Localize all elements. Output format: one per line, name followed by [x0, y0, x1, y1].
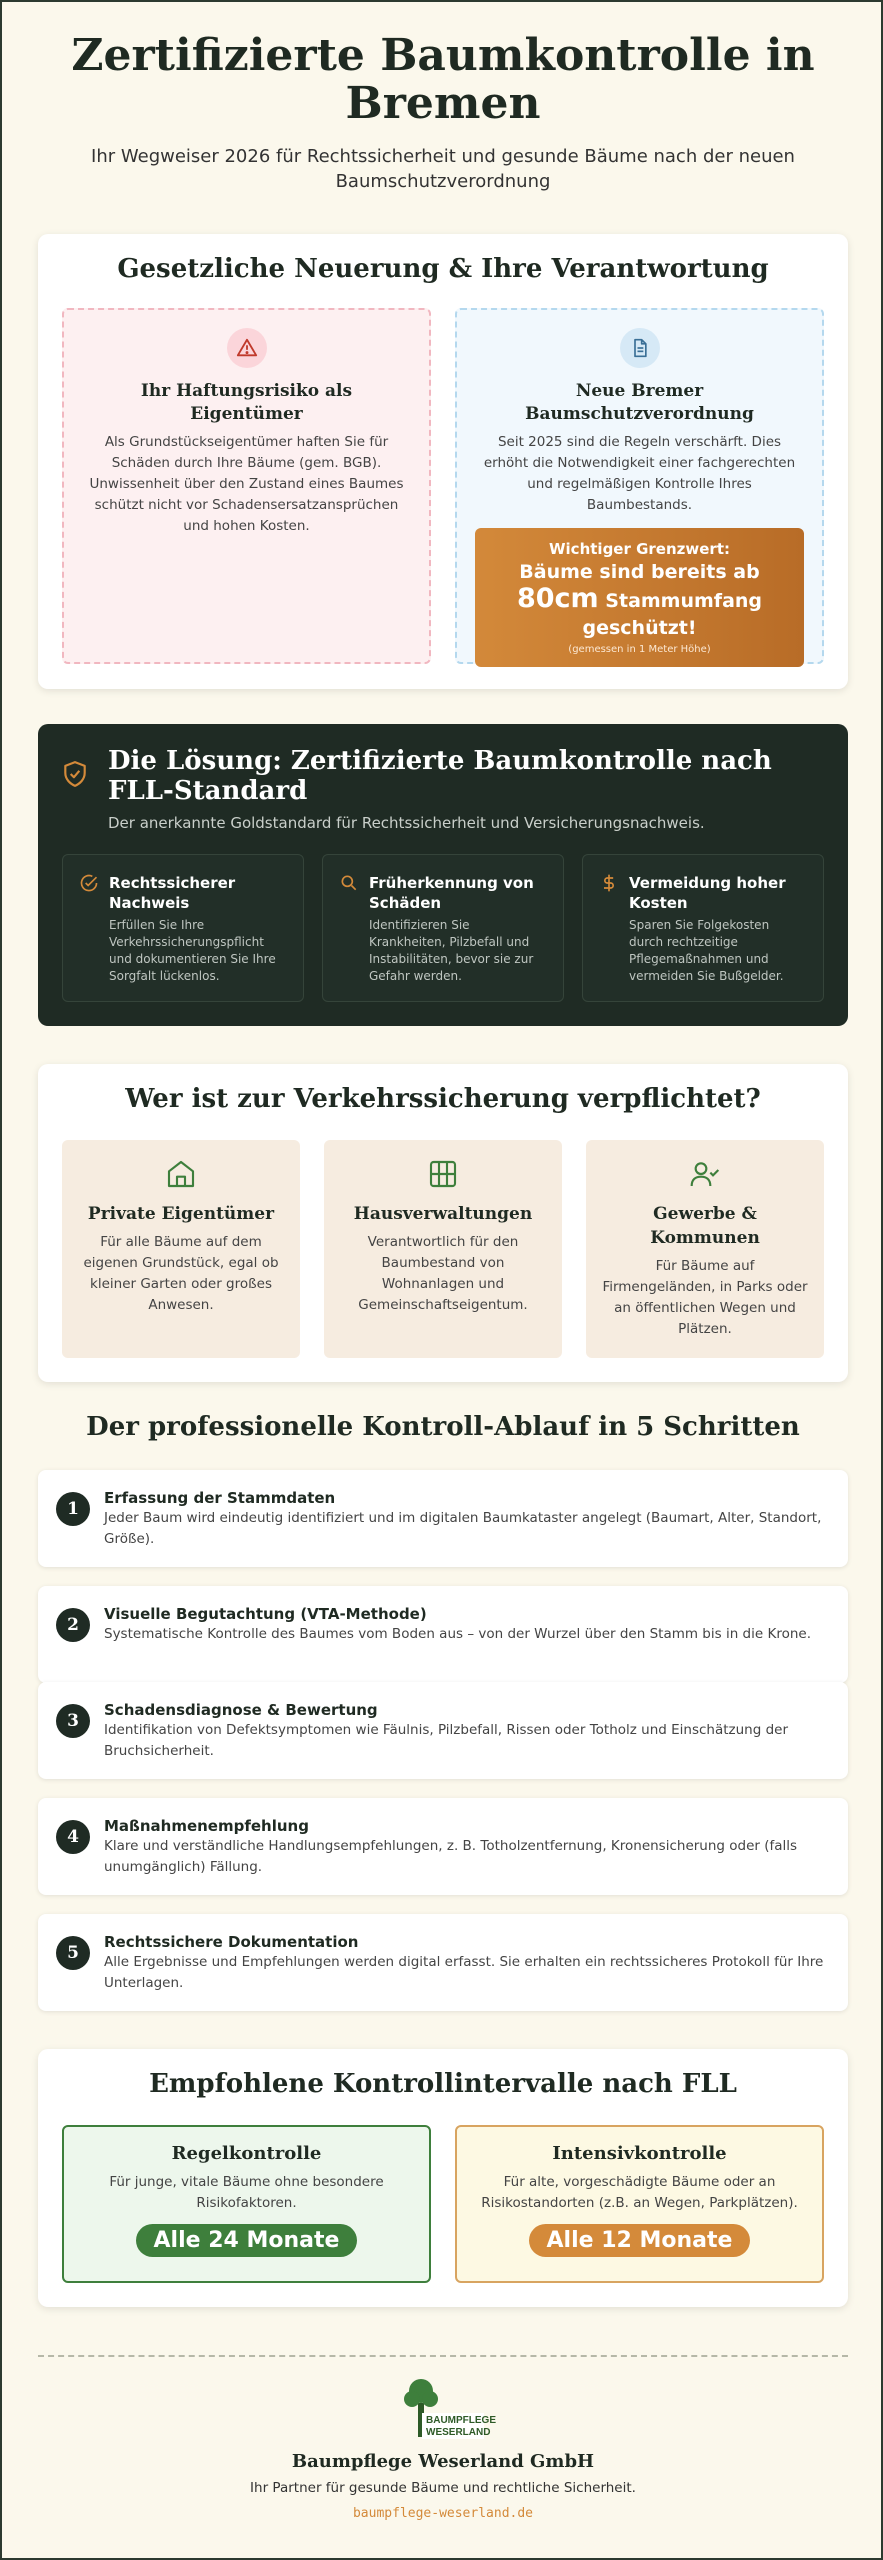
page-title: Zertifizierte Baumkontrolle in Bremen	[71, 30, 815, 129]
loesung-title: Die Lösung: Zertifizierte Baumkontrolle nach FLL-Standard	[108, 746, 772, 806]
dollar-icon	[599, 873, 619, 983]
step-title: Visuelle Begutachtung (VTA-Methode)	[104, 1605, 427, 1623]
step-card	[38, 1682, 848, 1779]
pflicht-title: Wer ist zur Verkehrssicherung verpflichtet?	[125, 1084, 761, 1114]
step-card	[38, 1586, 848, 1683]
step-text: Klare und verständliche Handlungsempfehlungen, z. B. Totholzentfernung, Kronensicherung oder (falls unumgänglich) Fällung.	[104, 1838, 798, 1875]
limit-label: Wichtiger Grenzwert:	[549, 540, 730, 558]
who-card	[586, 1140, 824, 1358]
neuerung-title: Gesetzliche Neuerung & Ihre Verantwortung	[117, 254, 769, 284]
regular-badge: Alle 24 Monate	[136, 2224, 358, 2257]
feature-card	[322, 854, 564, 1002]
limit-line1: Bäume sind bereits ab	[519, 561, 760, 583]
step-card	[38, 1914, 848, 2011]
pflicht-section	[38, 1064, 848, 1382]
step-title: Rechtssichere Dokumentation	[104, 1933, 359, 1951]
house-icon	[165, 1175, 197, 1194]
building-grid-icon	[427, 1175, 459, 1194]
regular-text: Für junge, vitale Bäume ohne besondere Risikofaktoren.	[109, 2174, 384, 2211]
neuerung-section	[38, 234, 848, 689]
law-title: Neue Bremer Baumschutzverordnung	[525, 381, 754, 424]
hero	[38, 32, 848, 194]
who-title: Gewerbe & Kommunen	[650, 1204, 760, 1248]
website-link[interactable]: baumpflege-weserland.de	[352, 2506, 533, 2521]
loesung-section	[38, 724, 848, 1026]
step-number: 1	[56, 1492, 90, 1526]
company-logo[interactable]	[400, 2377, 496, 2443]
step-text: Alle Ergebnisse und Empfehlungen werden digital erfasst. Sie erhalten ein rechtssicheres Protokoll für Ihre Unterlagen.	[104, 1954, 824, 1991]
step-number: 2	[56, 1608, 90, 1642]
risk-box	[62, 308, 431, 664]
regular-title: Regelkontrolle	[171, 2143, 322, 2164]
intensive-text: Für alte, vorgeschädigte Bäume oder an Risikostandorten (z.B. an Wegen, Parkplätzen).	[481, 2174, 798, 2211]
risk-title: Ihr Haftungsrisiko als Eigentümer	[140, 381, 353, 424]
check-circle-icon	[79, 873, 99, 983]
who-card	[62, 1140, 300, 1358]
step-text: Systematische Kontrolle des Baumes vom Boden aus – von der Wurzel über den Stamm bis in die Krone.	[104, 1626, 811, 1642]
limit-line2: Stammumfang	[605, 590, 763, 612]
feature-card	[582, 854, 824, 1002]
limit-note: (gemessen in 1 Meter Höhe)	[568, 644, 711, 655]
who-title: Hausverwaltungen	[353, 1204, 533, 1224]
step-card	[38, 1798, 848, 1895]
step-title: Maßnahmenempfehlung	[104, 1817, 309, 1835]
limit-line3: geschützt!	[582, 617, 697, 639]
feature-text: Sparen Sie Folgekosten durch rechtzeitige Pflegemaßnahmen und vermeiden Sie Bußgelder.	[629, 918, 784, 983]
loesung-subtitle: Der anerkannte Goldstandard für Rechtssicherheit und Versicherungsnachweis.	[108, 814, 705, 832]
step-number: 4	[56, 1820, 90, 1854]
feature-title: Vermeidung hoher Kosten	[629, 874, 786, 912]
user-check-icon	[689, 1175, 721, 1194]
document-icon	[620, 328, 660, 368]
shield-check-icon	[62, 760, 88, 792]
search-icon	[339, 873, 359, 983]
logo-text-1: BAUMPFLEGE	[426, 2415, 496, 2426]
who-text: Für Bäume auf Firmengeländen, in Parks oder an öffentlichen Wegen und Plätzen.	[602, 1258, 808, 1337]
intervalle-title: Empfohlene Kontrollintervalle nach FLL	[149, 2069, 737, 2099]
warning-icon	[227, 328, 267, 368]
intensive-title: Intensivkontrolle	[552, 2143, 727, 2164]
intervalle-section	[38, 2049, 848, 2307]
footer-divider	[38, 2355, 848, 2357]
law-text: Seit 2025 sind die Regeln verschärft. Dies erhöht die Notwendigkeit einer fachgerechten und regelmäßigen Kontrolle Ihres Baumbestands.	[483, 434, 796, 513]
who-card	[324, 1140, 562, 1358]
company-name: Baumpflege Weserland GmbH	[291, 2451, 595, 2472]
feature-title: Rechtssicherer Nachweis	[109, 874, 236, 912]
intensive-interval-card	[455, 2125, 824, 2283]
step-text: Identifikation von Defektsymptomen wie Fäulnis, Pilzbefall, Rissen oder Totholz und Einschätzung der Bruchsicherheit.	[104, 1722, 789, 1759]
step-number: 5	[56, 1936, 90, 1970]
limit-value: 80cm	[516, 583, 599, 614]
footer	[38, 2377, 848, 2521]
company-tagline: Ihr Partner für gesunde Bäume und rechtliche Sicherheit.	[250, 2480, 636, 2496]
step-number: 3	[56, 1704, 90, 1738]
law-box	[455, 308, 824, 664]
limit-callout	[475, 528, 804, 667]
who-text: Verantwortlich für den Baumbestand von Wohnanlagen und Gemeinschaftseigentum.	[358, 1234, 528, 1313]
intensive-badge: Alle 12 Monate	[529, 2224, 751, 2257]
step-title: Erfassung der Stammdaten	[104, 1489, 336, 1507]
feature-title: Früherkennung von Schäden	[369, 874, 534, 912]
regular-interval-card	[62, 2125, 431, 2283]
step-text: Jeder Baum wird eindeutig identifiziert und im digitalen Baumkataster angelegt (Baumart, Alter, Standort, Größe).	[104, 1510, 822, 1547]
feature-text: Identifizieren Sie Krankheiten, Pilzbefall und Instabilitäten, bevor sie zur Gefahr werden.	[369, 918, 534, 983]
page-subtitle: Ihr Wegweiser 2026 für Rechtssicherheit und gesunde Bäume nach der neuen Baumschutzverordnung	[91, 146, 795, 192]
ablauf-title: Der professionelle Kontroll-Ablauf in 5 Schritten	[86, 1412, 800, 1442]
logo-text-2: WESERLAND	[426, 2427, 491, 2438]
step-title: Schadensdiagnose & Bewertung	[104, 1701, 378, 1719]
risk-text: Als Grundstückseigentümer haften Sie für Schäden durch Ihre Bäume (gem. BGB). Unwissenheit über den Zustand eines Baumes schützt nicht vor Schadensersatzansprüchen und hohen Kosten.	[89, 434, 404, 534]
who-text: Für alle Bäume auf dem eigenen Grundstück, egal ob kleiner Garten oder großes Anwesen.	[83, 1234, 279, 1313]
step-card	[38, 1470, 848, 1567]
feature-text: Erfüllen Sie Ihre Verkehrssicherungspflicht und dokumentieren Sie Ihre Sorgfalt lückenlos.	[109, 918, 276, 983]
feature-card	[62, 854, 304, 1002]
who-title: Private Eigentümer	[87, 1204, 275, 1224]
